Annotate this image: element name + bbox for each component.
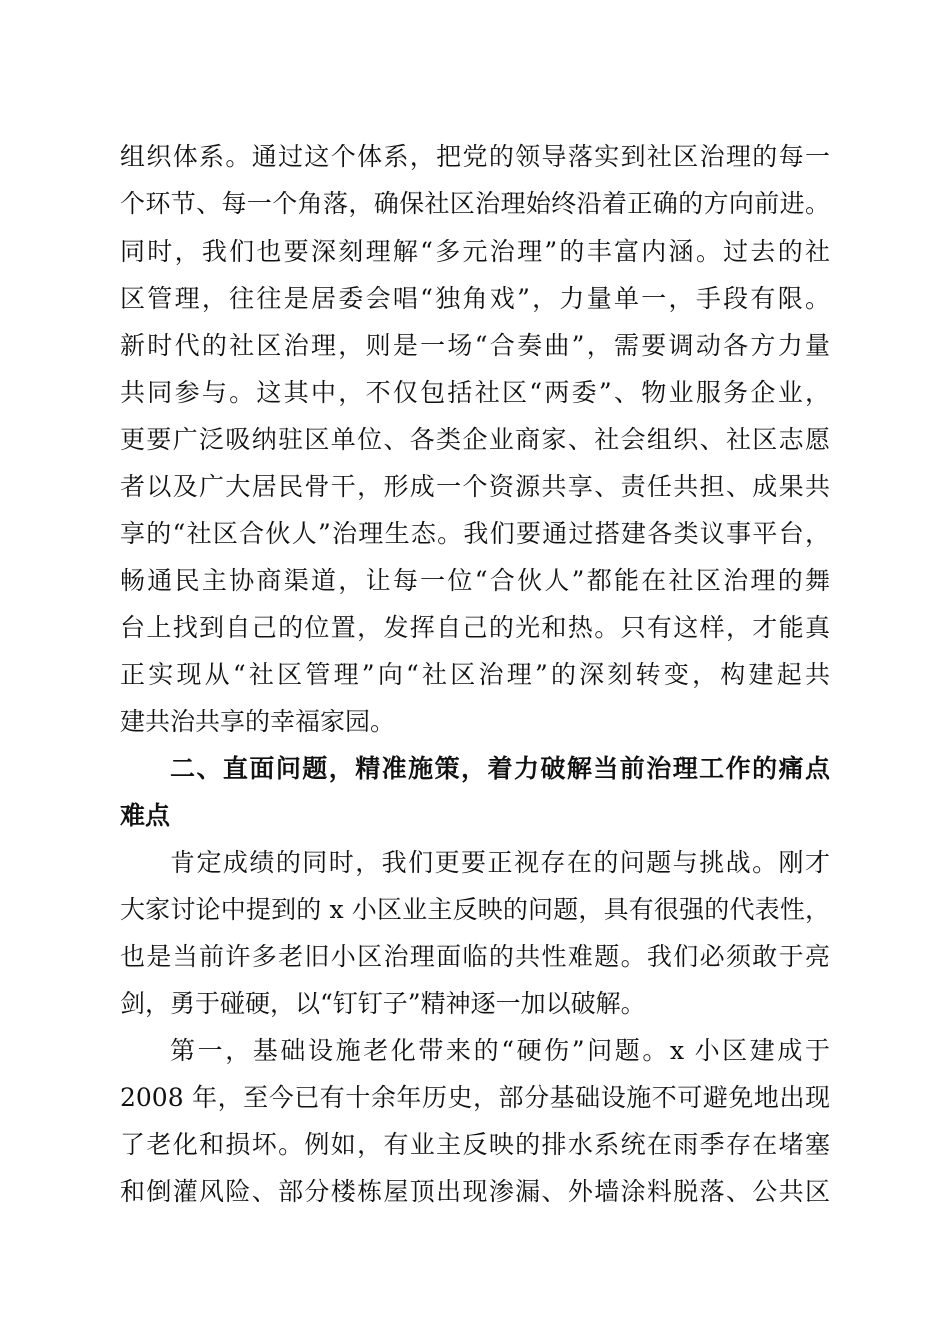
text-line: 也是当前许多老旧小区治理面临的共性难题。我们必须敢于亮 — [120, 942, 830, 971]
text-line: 同时，我们也要深刻理解“多元治理”的丰富内涵。过去的社 — [120, 237, 830, 266]
text-line: 更要广泛吸纳驻区单位、各类企业商家、社会组织、社区志愿 — [120, 425, 830, 454]
text-line: 剑，勇于碰硬，以“钉钉子”精神逐一加以破解。 — [120, 989, 646, 1018]
text-line: 大家讨论中提到的 x 小区业主反映的问题，具有很强的代表性， — [120, 895, 830, 924]
text-line: 新时代的社区治理，则是一场“合奏曲”，需要调动各方力量 — [120, 331, 830, 360]
text-line: 台上找到自己的位置，发挥自己的光和热。只有这样，才能真 — [120, 613, 830, 642]
text-line: 第一，基础设施老化带来的“硬伤”问题。x 小区建成于 — [170, 1036, 830, 1065]
text-line: 2008 年，至今已有十余年历史，部分基础设施不可避免地出现 — [120, 1083, 830, 1112]
text-line: 肯定成绩的同时，我们更要正视存在的问题与挑战。刚才 — [170, 848, 830, 877]
text-line: 正实现从“社区管理”向“社区治理”的深刻转变，构建起共 — [120, 660, 830, 689]
heading-line: 难点 — [120, 801, 171, 830]
text-line: 建共治共享的幸福家园。 — [120, 707, 396, 736]
text-line: 了老化和损坏。例如，有业主反映的排水系统在雨季存在堵塞 — [120, 1130, 830, 1159]
text-line: 畅通民主协商渠道，让每一位“合伙人”都能在社区治理的舞 — [120, 566, 830, 595]
text-line: 区管理，往往是居委会唱“独角戏”，力量单一，手段有限。 — [120, 284, 830, 313]
text-line: 者以及广大居民骨干，形成一个资源共享、责任共担、成果共 — [120, 472, 830, 501]
heading-line: 二、直面问题，精准施策，着力破解当前治理工作的痛点 — [170, 754, 830, 783]
text-line: 个环节、每一个角落，确保社区治理始终沿着正确的方向前进。 — [120, 189, 830, 218]
text-line: 享的“社区合伙人”治理生态。我们要通过搭建各类议事平台， — [120, 519, 830, 548]
text-line: 共同参与。这其中，不仅包括社区“两委”、物业服务企业， — [120, 378, 830, 407]
text-line: 和倒灌风险、部分楼栋屋顶出现渗漏、外墙涂料脱落、公共区 — [120, 1177, 830, 1206]
text-line: 组织体系。通过这个体系，把党的领导落实到社区治理的每一 — [120, 142, 830, 171]
